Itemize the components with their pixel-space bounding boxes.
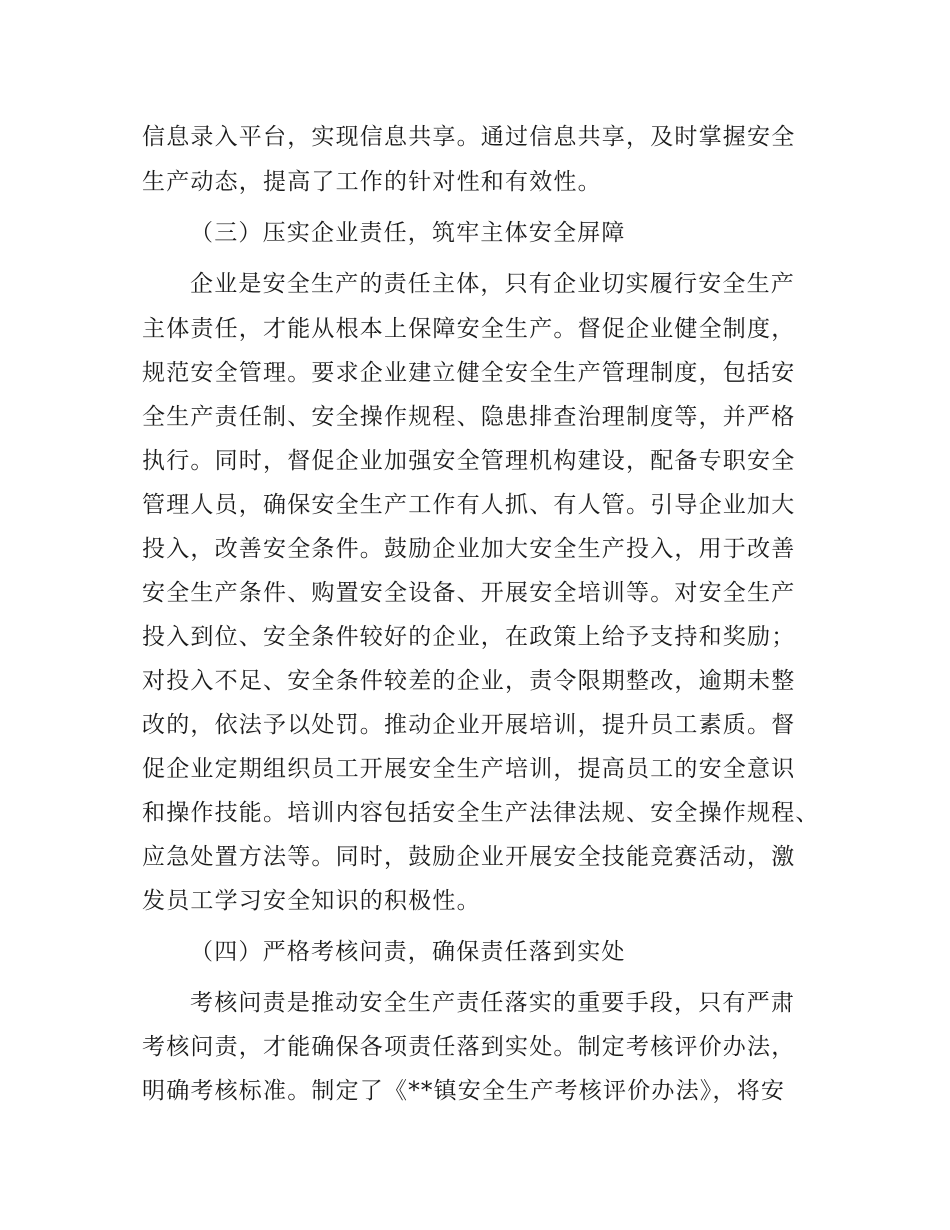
text-line: 执行。同时，督促企业加强安全管理机构建设，配备专职安全 <box>142 448 796 474</box>
section-heading-4: （四）严格考核问责，确保责任落到实处 <box>190 939 626 965</box>
paragraph-first-line: 企业是安全生产的责任主体，只有企业切实履行安全生产 <box>190 271 795 297</box>
text-line: 和操作技能。培训内容包括安全生产法律法规、安全操作规程、 <box>142 800 820 826</box>
text-line: 对投入不足、安全条件较差的企业，责令限期整改，逾期未整 <box>142 668 796 694</box>
text-line: 全生产责任制、安全操作规程、隐患排查治理制度等，并严格 <box>142 404 796 430</box>
text-line: 应急处置方法等。同时，鼓励企业开展安全技能竞赛活动，激 <box>142 844 796 870</box>
text-line: 考核问责，才能确保各项责任落到实处。制定考核评价办法， <box>142 1034 796 1060</box>
text-line: 明确考核标准。制定了《**镇安全生产考核评价办法》，将安 <box>142 1078 786 1104</box>
text-line: 发员工学习安全知识的积极性。 <box>142 888 481 914</box>
text-line: 改的，依法予以处罚。推动企业开展培训，提升员工素质。督 <box>142 712 796 738</box>
text-line: 投入到位、安全条件较好的企业，在政策上给予支持和奖励； <box>142 624 796 650</box>
text-line: 主体责任，才能从根本上保障安全生产。督促企业健全制度， <box>142 316 796 342</box>
text-line: 投入，改善安全条件。鼓励企业加大安全生产投入，用于改善 <box>142 536 796 562</box>
section-heading-3: （三）压实企业责任，筑牢主体安全屏障 <box>190 220 626 246</box>
text-line: 安全生产条件、购置安全设备、开展安全培训等。对安全生产 <box>142 580 796 606</box>
text-line: 信息录入平台，实现信息共享。通过信息共享，及时掌握安全 <box>142 124 796 150</box>
paragraph-first-line: 考核问责是推动安全生产责任落实的重要手段，只有严肃 <box>190 990 795 1016</box>
text-line: 管理人员，确保安全生产工作有人抓、有人管。引导企业加大 <box>142 492 796 518</box>
text-line: 促企业定期组织员工开展安全生产培训，提高员工的安全意识 <box>142 756 796 782</box>
text-line: 生产动态，提高了工作的针对性和有效性。 <box>142 169 602 195</box>
text-line: 规范安全管理。要求企业建立健全安全生产管理制度，包括安 <box>142 360 796 386</box>
